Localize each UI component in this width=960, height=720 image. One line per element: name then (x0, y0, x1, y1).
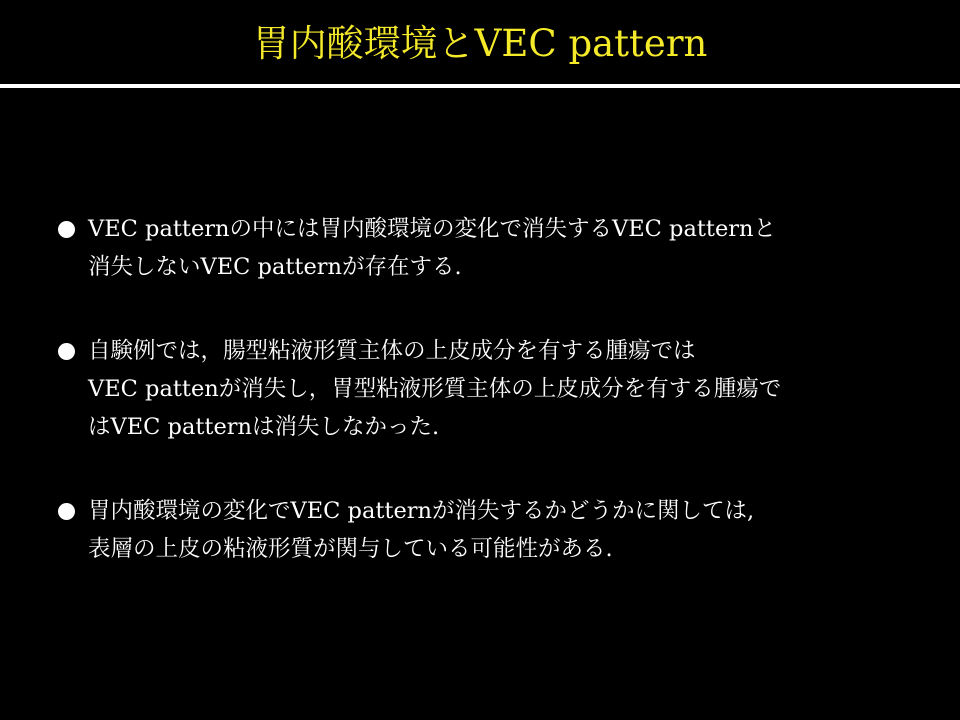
bullet-dot-icon (58, 343, 75, 360)
bullet-list (56, 210, 916, 614)
bullet-2-line-1: 自験例では，腸型粘液形質主体の上皮成分を有する腫瘍では (88, 338, 696, 364)
title-divider (0, 84, 960, 88)
bullet-3-line-1: 胃内酸環境の変化でVEC patternが消失するかどうかに関しては, (88, 498, 755, 524)
bullet-2-line-2: VEC pattenが消失し，胃型粘液形質主体の上皮成分を有する腫瘍で (88, 376, 782, 402)
bullet-item-1 (56, 210, 916, 286)
bullet-item-2 (56, 332, 916, 446)
bullet-1-line-2: 消失しないVEC patternが存在する. (88, 254, 462, 280)
bullet-1-line-1: VEC patternの中には胃内酸環境の変化で消失するVEC patternと (88, 216, 777, 242)
slide-title: 胃内酸環境とVEC pattern (252, 22, 708, 65)
bullet-item-3 (56, 492, 916, 568)
bullet-dot-icon (58, 503, 75, 520)
bullet-dot-icon (58, 221, 75, 238)
bullet-3-line-2: 表層の上皮の粘液形質が関与している可能性がある. (88, 536, 613, 562)
bullet-2-line-3: はVEC patternは消失しなかった. (88, 414, 440, 440)
